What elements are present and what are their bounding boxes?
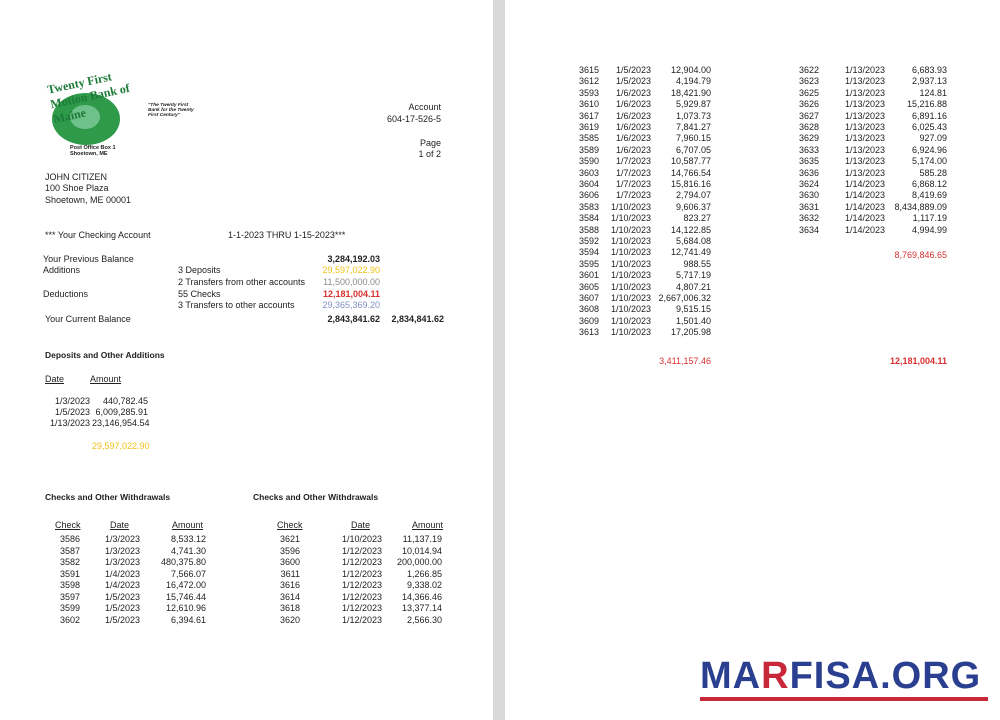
page2-grand-total: 12,181,004.11 — [889, 356, 947, 366]
check-amount: 14,766.54 — [670, 167, 711, 178]
page-label: Page — [419, 138, 441, 148]
check-amount: 12,904.00 — [670, 65, 711, 75]
brand-text-part1: MA — [700, 655, 762, 697]
check-number: 3582 — [59, 557, 80, 567]
check-date: 1/7/2023 — [615, 179, 651, 189]
marfisa-brand-logo — [700, 655, 981, 698]
check-number: 3604 — [578, 179, 599, 189]
deposit-date: 1/13/2023 — [49, 418, 90, 428]
check-date: 1/7/2023 — [615, 167, 651, 178]
check-number: 3625 — [798, 87, 819, 98]
check-amount: 18,421.90 — [670, 87, 711, 98]
check-number: 3621 — [279, 534, 300, 544]
check-number: 3630 — [798, 190, 819, 201]
check-date: 1/12/2023 — [341, 568, 382, 579]
account-title: *** Your Checking Account — [45, 230, 151, 240]
check-amount: 8,434,889.09 — [894, 201, 947, 212]
check-number: 3627 — [798, 110, 819, 121]
check-number: 3611 — [280, 568, 300, 579]
check-date: 1/5/2023 — [104, 614, 140, 625]
check-number: 3609 — [578, 315, 599, 326]
deposit-date: 1/5/2023 — [54, 407, 90, 417]
check-amount: 15,216.88 — [906, 99, 947, 110]
customer-city: Shoetown, ME 00001 — [45, 195, 132, 205]
check-number: 3602 — [59, 614, 80, 625]
check-number: 3629 — [798, 133, 819, 144]
check-amount: 8,419.69 — [911, 190, 947, 201]
check-number: 3622 — [798, 65, 819, 75]
bank-address — [70, 145, 116, 157]
deposits-count-label: 3 Deposits — [178, 265, 221, 275]
statement-page-1 — [0, 0, 493, 720]
check-amount: 1,501.40 — [675, 315, 711, 326]
checks-left-date-header: Date — [110, 520, 130, 530]
check-number: 3624 — [798, 179, 819, 189]
check-number: 3585 — [578, 133, 599, 144]
check-date: 1/3/2023 — [104, 557, 140, 567]
check-date: 1/12/2023 — [341, 614, 382, 625]
check-date: 1/6/2023 — [615, 144, 651, 155]
check-date: 1/6/2023 — [615, 87, 651, 98]
check-date: 1/10/2023 — [610, 304, 651, 315]
check-amount: 4,807.21 — [675, 281, 711, 292]
account-number: 604-17-526-5 — [386, 114, 441, 124]
customer-name: JOHN CITIZEN — [45, 172, 107, 182]
bank-tagline: "The Twenty First Bank for the Twenty First Century" — [148, 103, 194, 119]
check-number: 3584 — [578, 213, 599, 224]
deductions-label: Deductions — [43, 289, 89, 299]
check-amount: 6,025.43 — [911, 122, 947, 132]
check-date: 1/10/2023 — [610, 293, 651, 303]
check-amount: 10,587.77 — [670, 156, 711, 167]
check-date: 1/6/2023 — [615, 110, 651, 121]
check-date: 1/4/2023 — [104, 568, 140, 579]
check-date: 1/5/2023 — [615, 76, 651, 87]
check-date: 1/14/2023 — [844, 224, 885, 235]
check-number: 3590 — [578, 156, 599, 167]
check-amount: 1,117.19 — [912, 213, 947, 224]
check-amount: 1,266.85 — [406, 568, 442, 579]
check-amount: 6,683.93 — [911, 65, 947, 75]
check-amount: 6,868.12 — [911, 179, 947, 189]
check-date: 1/10/2023 — [610, 281, 651, 292]
check-amount: 1,073.73 — [675, 110, 711, 121]
check-amount: 6,394.61 — [170, 614, 206, 625]
check-date: 1/14/2023 — [844, 201, 885, 212]
check-number: 3592 — [578, 236, 599, 246]
check-number: 3583 — [578, 201, 599, 212]
check-amount: 2,937.13 — [911, 76, 947, 87]
check-number: 3601 — [578, 270, 599, 281]
statement-period: 1-1-2023 THRU 1-15-2023*** — [228, 230, 346, 240]
check-date: 1/13/2023 — [844, 156, 885, 167]
check-number: 3597 — [59, 591, 80, 602]
check-number: 3605 — [578, 281, 599, 292]
check-date: 1/13/2023 — [844, 110, 885, 121]
bank-address-line1: Post Office Box 1 — [70, 145, 116, 151]
checks-section-title-left: Checks and Other Withdrawals — [45, 492, 171, 502]
check-date: 1/13/2023 — [844, 99, 885, 110]
check-number: 3635 — [798, 156, 819, 167]
deposit-amount: 440,782.45 — [102, 396, 148, 406]
check-amount: 6,924.96 — [911, 144, 947, 155]
check-date: 1/13/2023 — [844, 87, 885, 98]
check-amount: 14,366.46 — [401, 591, 442, 602]
page-number: 1 of 2 — [418, 149, 441, 159]
check-date: 1/5/2023 — [104, 591, 140, 602]
bank-address-line2: Shoetown, ME — [70, 151, 108, 157]
check-number: 3595 — [578, 258, 599, 269]
current-balance-value: 2,843,841.62 — [327, 314, 380, 324]
transfers-to-value: 29,365,369.20 — [322, 300, 380, 310]
check-date: 1/12/2023 — [341, 545, 382, 556]
check-date: 1/12/2023 — [341, 603, 382, 613]
check-number: 3599 — [59, 603, 80, 613]
check-date: 1/3/2023 — [104, 545, 140, 556]
deposits-amount-header: Amount — [90, 374, 122, 384]
page2-left-total: 3,411,157.46 — [659, 356, 711, 366]
additions-label: Additions — [43, 265, 81, 275]
deposits-section-title: Deposits and Other Additions — [45, 350, 165, 360]
check-amount: 5,174.00 — [911, 156, 947, 167]
check-date: 1/7/2023 — [615, 190, 651, 201]
check-amount: 124.81 — [919, 87, 947, 98]
check-number: 3586 — [59, 534, 80, 544]
check-number: 3598 — [59, 580, 80, 590]
check-date: 1/14/2023 — [844, 190, 885, 201]
previous-balance-label: Your Previous Balance — [43, 254, 134, 264]
check-amount: 9,515.15 — [675, 304, 711, 315]
check-amount: 2,566.30 — [406, 614, 442, 625]
check-date: 1/10/2023 — [610, 270, 651, 281]
check-date: 1/14/2023 — [844, 213, 885, 224]
check-amount: 9,338.02 — [406, 580, 442, 590]
check-date: 1/5/2023 — [104, 603, 140, 613]
deposits-total: 29,597,022.90 — [92, 441, 150, 451]
check-amount: 6,707.05 — [675, 144, 711, 155]
check-amount: 12,610.96 — [165, 603, 206, 613]
check-amount: 2,667,006.32 — [658, 293, 711, 303]
deposit-date: 1/3/2023 — [54, 396, 90, 406]
check-date: 1/13/2023 — [844, 122, 885, 132]
check-date: 1/10/2023 — [341, 534, 382, 544]
check-date: 1/14/2023 — [844, 179, 885, 189]
customer-street: 100 Shoe Plaza — [45, 183, 109, 193]
check-amount: 7,841.27 — [675, 122, 711, 132]
check-number: 3614 — [279, 591, 300, 602]
check-date: 1/3/2023 — [104, 534, 140, 544]
check-date: 1/12/2023 — [341, 557, 382, 567]
current-balance-label: Your Current Balance — [45, 314, 131, 324]
check-number: 3626 — [798, 99, 819, 110]
checks-total-value: 12,181,004.11 — [322, 289, 380, 299]
transfers-from-value: 11,500,000.00 — [323, 277, 380, 287]
check-date: 1/12/2023 — [341, 591, 382, 602]
check-date: 1/10/2023 — [610, 327, 651, 338]
check-number: 3617 — [578, 110, 599, 121]
check-number: 3618 — [279, 603, 300, 613]
check-amount: 6,891.16 — [911, 110, 947, 121]
check-number: 3589 — [578, 144, 599, 155]
check-number: 3587 — [59, 545, 80, 556]
deposit-amount: 6,009,285.91 — [95, 407, 148, 417]
check-number: 3620 — [279, 614, 300, 625]
check-amount: 10,014.94 — [401, 545, 442, 556]
check-amount: 14,122.85 — [670, 224, 711, 235]
check-date: 1/13/2023 — [844, 65, 885, 75]
check-amount: 13,377.14 — [401, 603, 442, 613]
check-amount: 5,684.08 — [675, 236, 711, 246]
transfers-from-label: 2 Transfers from other accounts — [178, 277, 306, 287]
check-number: 3603 — [578, 167, 599, 178]
check-amount: 4,194.79 — [675, 76, 711, 87]
check-number: 3619 — [578, 122, 599, 132]
check-date: 1/10/2023 — [610, 258, 651, 269]
check-date: 1/6/2023 — [615, 122, 651, 132]
check-amount: 585.28 — [919, 167, 947, 178]
check-amount: 11,137.19 — [402, 534, 442, 544]
check-amount: 15,816.16 — [670, 179, 711, 189]
check-number: 3594 — [578, 247, 599, 258]
checks-mid-amount-header: Amount — [412, 520, 444, 530]
account-label: Account — [408, 102, 441, 112]
check-amount: 7,960.15 — [675, 133, 711, 144]
statement-page-2 — [505, 0, 1000, 720]
check-amount: 2,794.07 — [675, 190, 711, 201]
check-number: 3632 — [798, 213, 819, 224]
check-date: 1/10/2023 — [610, 247, 651, 258]
page2-right-subtotal: 8,769,846.65 — [894, 250, 947, 260]
check-amount: 823.27 — [683, 213, 711, 224]
check-number: 3608 — [578, 304, 599, 315]
check-date: 1/10/2023 — [610, 224, 651, 235]
check-date: 1/5/2023 — [615, 65, 651, 75]
check-date: 1/13/2023 — [844, 144, 885, 155]
brand-underline — [700, 697, 988, 701]
check-date: 1/13/2023 — [844, 167, 885, 178]
deposit-amount: 23,146,954.54 — [92, 418, 150, 428]
transfers-to-label: 3 Transfers to other accounts — [178, 300, 295, 310]
check-number: 3634 — [798, 224, 819, 235]
bank-logo — [46, 69, 196, 161]
check-amount: 5,717.19 — [675, 270, 711, 281]
check-amount: 988.55 — [683, 258, 711, 269]
checks-left-amount-header: Amount — [172, 520, 204, 530]
checks-mid-check-header: Check — [277, 520, 303, 530]
checks-count-label: 55 Checks — [178, 289, 221, 299]
check-date: 1/7/2023 — [615, 156, 651, 167]
check-number: 3636 — [798, 167, 819, 178]
check-amount: 12,741.49 — [670, 247, 711, 258]
check-number: 3610 — [578, 99, 599, 110]
check-number: 3633 — [798, 144, 819, 155]
check-amount: 17,205.98 — [670, 327, 711, 338]
check-number: 3628 — [798, 122, 819, 132]
check-number: 3588 — [578, 224, 599, 235]
check-date: 1/10/2023 — [610, 315, 651, 326]
check-date: 1/6/2023 — [615, 133, 651, 144]
check-date: 1/13/2023 — [844, 133, 885, 144]
check-date: 1/4/2023 — [104, 580, 140, 590]
check-number: 3606 — [578, 190, 599, 201]
check-number: 3596 — [279, 545, 300, 556]
check-number: 3607 — [578, 293, 599, 303]
check-amount: 200,000.00 — [396, 557, 442, 567]
check-number: 3612 — [578, 76, 599, 87]
check-date: 1/10/2023 — [610, 201, 651, 212]
current-balance-value-alt: 2,834,841.62 — [391, 314, 444, 324]
check-number: 3616 — [279, 580, 300, 590]
check-date: 1/10/2023 — [610, 236, 651, 246]
check-date: 1/6/2023 — [615, 99, 651, 110]
check-number: 3631 — [798, 201, 819, 212]
check-date: 1/10/2023 — [610, 213, 651, 224]
brand-text-part2: R — [761, 655, 790, 697]
check-amount: 4,741.30 — [170, 545, 206, 556]
check-number: 3615 — [578, 65, 599, 75]
check-amount: 927.09 — [919, 133, 947, 144]
check-number: 3613 — [578, 327, 599, 338]
check-number: 3593 — [578, 87, 599, 98]
check-number: 3591 — [59, 568, 80, 579]
check-amount: 4,994.99 — [911, 224, 947, 235]
checks-section-title-mid: Checks and Other Withdrawals — [253, 492, 379, 502]
check-amount: 16,472.00 — [165, 580, 206, 590]
check-number: 3600 — [279, 557, 300, 567]
check-amount: 9,606.37 — [675, 201, 711, 212]
bank-logo-text: Twenty First Motion Bank of Maine — [46, 69, 131, 127]
brand-text-part3: FISA.ORG — [789, 655, 982, 697]
check-date: 1/12/2023 — [341, 580, 382, 590]
check-amount: 8,533.12 — [170, 534, 206, 544]
previous-balance-value: 3,284,192.03 — [327, 254, 380, 264]
checks-left-check-header: Check — [55, 520, 81, 530]
check-amount: 5,929.87 — [675, 99, 711, 110]
checks-mid-date-header: Date — [351, 520, 371, 530]
deposits-date-header: Date — [45, 374, 65, 384]
deposits-total-value: 29,597,022.90 — [322, 265, 380, 275]
check-number: 3623 — [798, 76, 819, 87]
check-date: 1/13/2023 — [844, 76, 885, 87]
check-amount: 480,375.80 — [160, 557, 206, 567]
check-amount: 7,566.07 — [170, 568, 206, 579]
check-amount: 15,746.44 — [165, 591, 206, 602]
